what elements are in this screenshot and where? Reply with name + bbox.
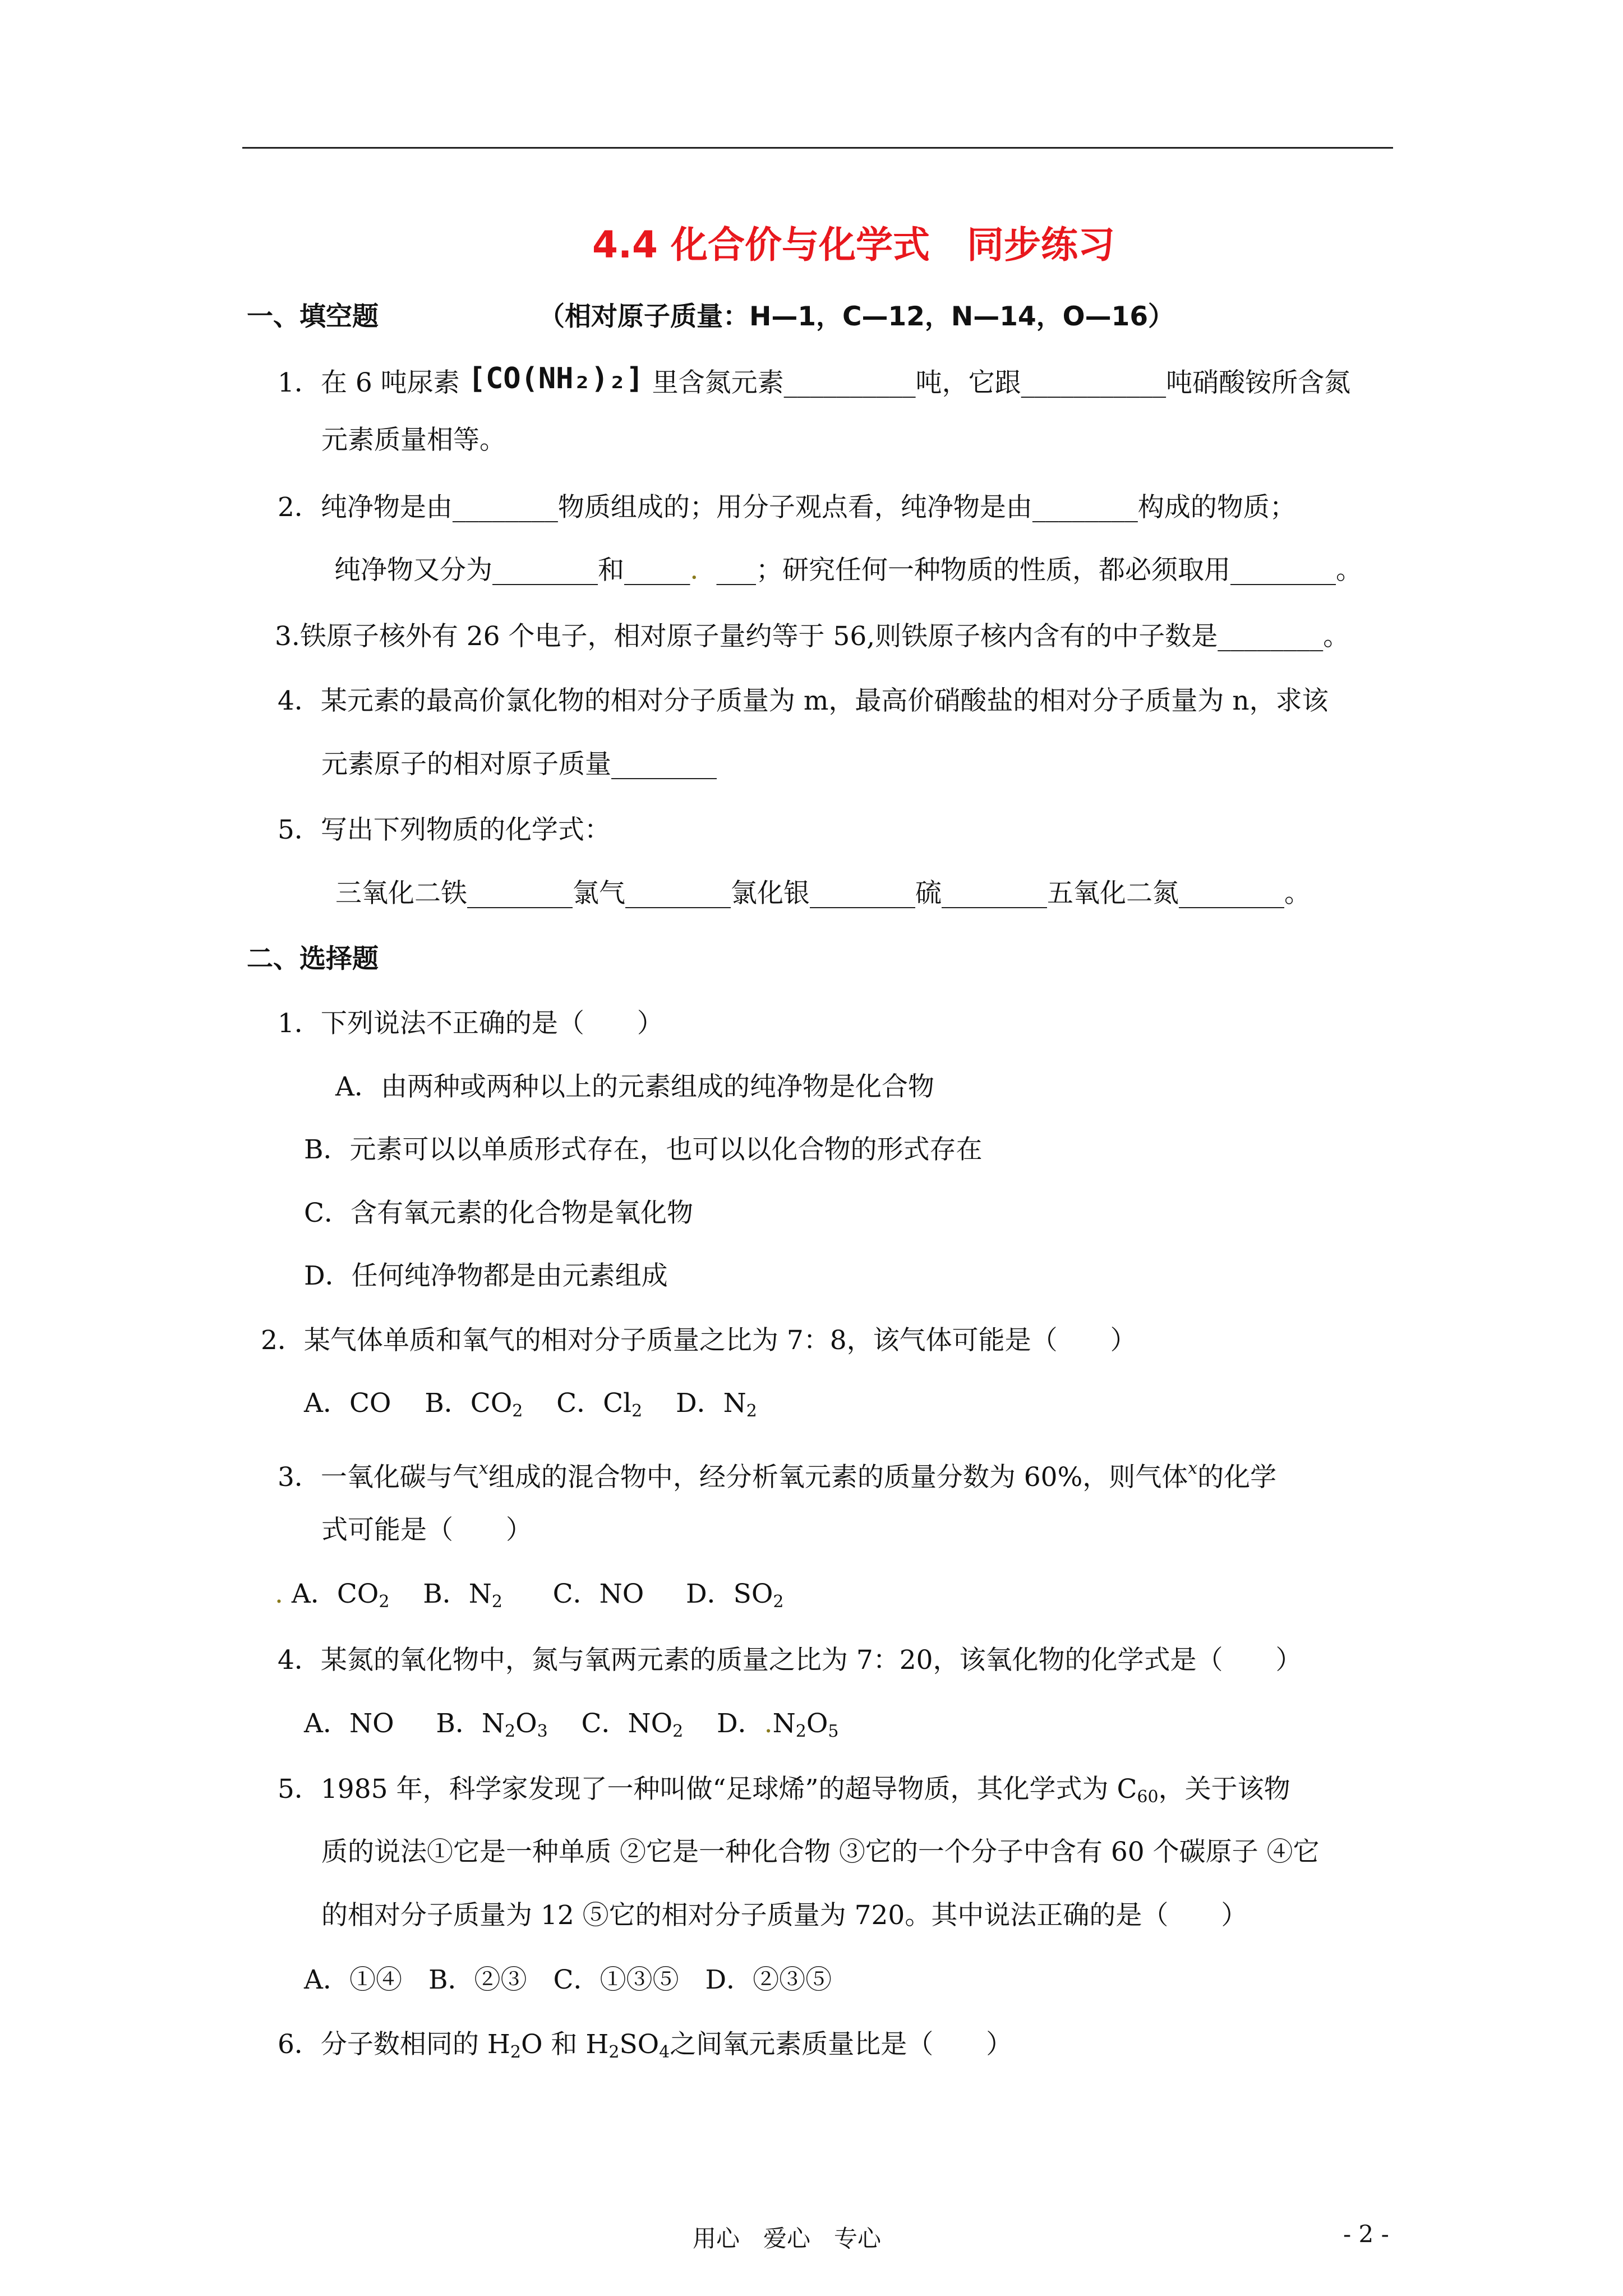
section-heading-choice: 二、选择题 [247, 944, 379, 974]
choice-q1-stem: 1．下列说法不正确的是（ ） [278, 1008, 663, 1039]
choice-q1-option-c: C．含有氧元素的化合物是氧化物 [304, 1198, 693, 1228]
urea-formula: [CO(NH₂)₂] [468, 362, 644, 395]
choice-q3-line2: 式可能是（ ） [321, 1515, 532, 1545]
choice-q1-option-b: B．元素可以以单质形式存在，也可以以化合物的形式存在 [304, 1134, 983, 1165]
fill-q2-line1: 2．纯净物是由________物质组成的；用分子观点看，纯净物是由________构成的物质； [278, 492, 1296, 523]
choice-q5-line2: 质的说法①它是一种单质 ②它是一种化合物 ③它的一个分子中含有 60 个碳原子 ④它 [321, 1837, 1320, 1867]
choice-q2-options: A．CO B．$CO_2$ C．$Cl_2$ D．$N_2$ [304, 1388, 757, 1421]
choice-q1-option-d: D．任何纯净物都是由元素组成 [304, 1260, 668, 1291]
choice-q5-options: A．①④ B．②③ C．①③⑤ D．②③⑤ [304, 1964, 832, 1995]
choice-q5-line3: 的相对分子质量为 12 ⑤它的相对分子质量为 720。其中说法正确的是（ ） [321, 1900, 1248, 1931]
choice-q3-line1: 3．一氧化碳与气$^x$组成的混合物中，经分析氧元素的质量分数为 60%，则气体$^x$的化学 [278, 1458, 1277, 1493]
choice-q3-options: . A．$CO_2$ B．$N_2$ C．NO D．$SO_2$ [275, 1579, 784, 1612]
fill-q5-line2: 三氧化二铁________氯气________氯化银________硫________五氧化二氮________。 [335, 878, 1311, 909]
fill-q1-line2: 元素质量相等。 [321, 425, 506, 455]
page-number: - 2 - [1343, 2220, 1389, 2248]
choice-q4-options: A．NO B．$N_2O_3$ C．$NO_2$ D．$.N_2O_5$ [304, 1708, 839, 1741]
fill-q4-line1: 4．某元素的最高价氯化物的相对分子质量为 m，最高价硝酸盐的相对分子质量为 n，求该 [278, 685, 1329, 716]
choice-q6-stem: 6．分子数相同的 $H_2O$ 和 $H_2SO_4$之间氧元素质量比是（ ） [278, 2029, 1013, 2062]
header-rule [242, 147, 1393, 149]
fill-q4-line2: 元素原子的相对原子质量________ [321, 749, 717, 780]
choice-q2-stem: 2．某气体单质和氧气的相对分子质量之比为 7：8，该气体可能是（ ） [261, 1325, 1137, 1356]
choice-q1-option-a: A．由两种或两种以上的元素组成的纯净物是化合物 [335, 1071, 934, 1102]
choice-q5-line1: 5．1985 年，科学家发现了一种叫做“足球烯”的超导物质，其化学式为 $C_{60}$，关于该物 [278, 1774, 1290, 1807]
fill-q5-line1: 5．写出下列物质的化学式： [278, 815, 611, 845]
fill-q3: 3.铁原子核外有 26 个电子，相对原子量约等于 56,则铁原子核内含有的中子数是________。 [275, 621, 1350, 652]
footer-motto: 用心 爱心 专心 [693, 2225, 882, 2252]
page-title: 4.4 化合价与化学式 同步练习 [592, 223, 1115, 266]
fill-q1-line1: 1．在 6 吨尿素 [CO(NH₂)₂] 里含氮元素__________吨，它跟___________吨硝酸铵所含氮 [278, 362, 1351, 398]
choice-q4-stem: 4．某氮的氧化物中，氮与氧两元素的质量之比为 7：20，该氧化物的化学式是（ ） [278, 1645, 1302, 1676]
fill-q2-line2: 纯净物又分为________和_____．___；研究任何一种物质的性质，都必须取用________。 [334, 555, 1362, 586]
atomic-mass-note: （相对原子质量：H—1，C—12，N—14，O—16） [538, 301, 1175, 332]
section-heading-fill: 一、填空题 [247, 301, 379, 332]
